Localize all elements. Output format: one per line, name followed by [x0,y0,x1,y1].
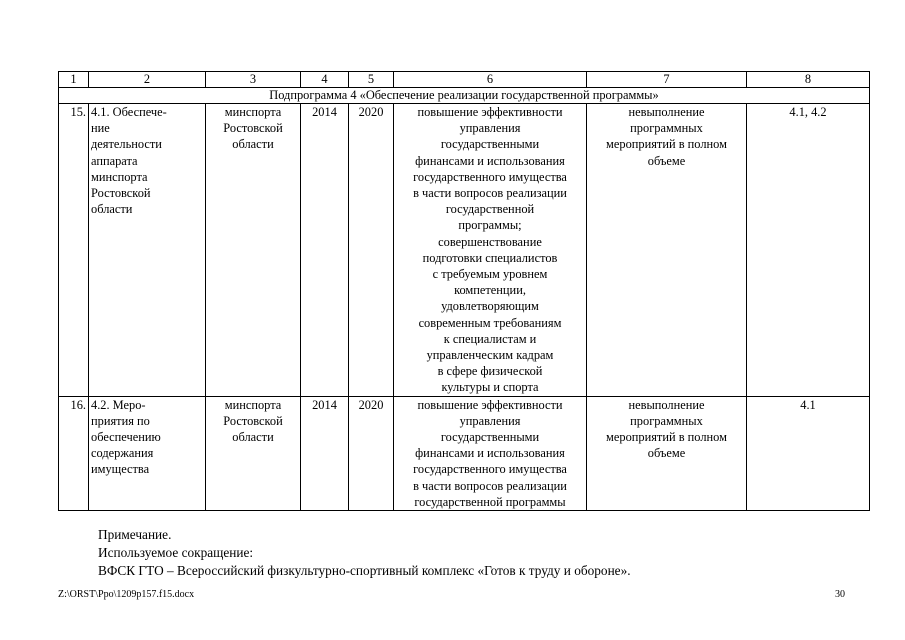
end-year: 2020 [349,396,394,510]
end-year: 2020 [349,104,394,397]
related-indicators: 4.1, 4.2 [747,104,870,397]
footer-file-path: Z:\ORST\Ppo\1209p157.f15.docx [58,589,195,600]
row-number: 15. [59,104,89,397]
column-number-row [59,72,870,88]
note-heading: Примечание. [98,527,172,542]
column-number: 7 [587,72,747,88]
column-number: 1 [59,72,89,88]
column-number: 8 [747,72,870,88]
row-number: 16. [59,396,89,510]
executor: минспорта Ростовской области [206,396,301,510]
note-abbrev-label: Используемое сокращение: [98,545,254,560]
column-number: 3 [206,72,301,88]
subprogram-title: Подпрограмма 4 «Обеспечение реализации государственной программы» [59,88,870,104]
table-row [59,396,870,510]
related-indicators: 4.1 [747,396,870,510]
column-number: 2 [89,72,206,88]
start-year: 2014 [301,396,349,510]
expected-result: повышение эффективности управления государственными финансами и использования государственного имущества в части вопросов реализации государственной программы [394,396,587,510]
column-number: 5 [349,72,394,88]
expected-result: повышение эффективности управления государственными финансами и использования государственного имущества в части вопросов реализации государственной программы; совершенствование подготовки специалистов с требуемым уровнем компетенции, удовлетворяющим современным требованиям к специалистам и управленческим кадрам в сфере физической культуры и спорта [394,104,587,397]
measures-table [58,71,870,511]
measure-name: 4.2. Меро- приятия по обеспечению содержания имущества [89,396,206,510]
subprogram-row [59,88,870,104]
executor: минспорта Ростовской области [206,104,301,397]
measure-name: 4.1. Обеспече- ние деятельности аппарата минспорта Ростовской области [89,104,206,397]
start-year: 2014 [301,104,349,397]
non-implementation-consequence: невыполнение программных мероприятий в полном объеме [587,396,747,510]
note-block [98,526,631,580]
column-number: 4 [301,72,349,88]
non-implementation-consequence: невыполнение программных мероприятий в полном объеме [587,104,747,397]
column-number: 6 [394,72,587,88]
note-abbrev-text: ВФСК ГТО – Всероссийский физкультурно-спортивный комплекс «Готов к труду и обороне». [98,563,631,578]
table-row [59,104,870,397]
table-body [59,104,870,511]
footer-page-number: 30 [835,589,845,600]
